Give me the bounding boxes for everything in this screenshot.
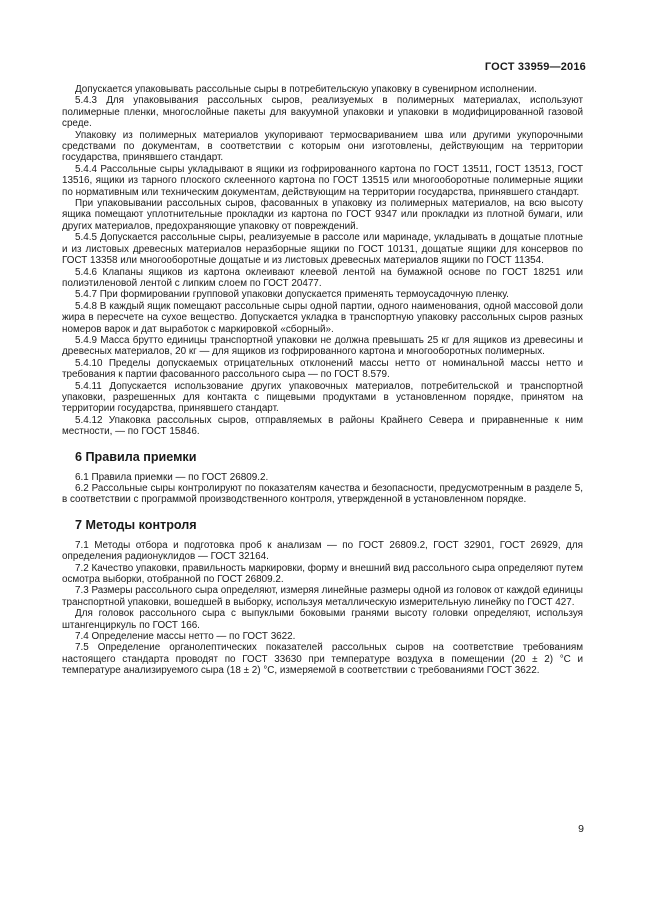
paragraph: 5.4.10 Пределы допускаемых отрицательных отклонений массы нетто от номинальной массы нетто и требования к партии фасованного рассольного сыра — по ГОСТ 8.579. bbox=[62, 357, 583, 381]
section-heading-6: 6 Правила приемки bbox=[75, 449, 197, 464]
paragraph: При упаковывании рассольных сыров, фасованных в упаковку из полимерных материалов, на всю высоту ящика помещают уплотнительные прокладки из картона по ГОСТ 9347 или прокладки из плотной бумаги, или других материалов, предохраняющие упаковку от повреждений. bbox=[62, 198, 583, 232]
section-heading-7: 7 Методы контроля bbox=[75, 517, 197, 532]
paragraph: 5.4.8 В каждый ящик помещают рассольные сыры одной партии, одного наименования, одной массовой доли жира в пересчете на сухое вещество. Допускается укладка в транспортную упаковку рассольных сыров разных номеров варок и дат выработок с маркировкой «сборный». bbox=[62, 300, 583, 335]
paragraph: 5.4.6 Клапаны ящиков из картона оклеивают клеевой лентой на бумажной основе по ГОСТ 18251 или полиэтиленовой лентой с липким слоем по ГОСТ 20477. bbox=[62, 266, 583, 289]
paragraph: 5.4.12 Упаковка рассольных сыров, отправляемых в районы Крайнего Севера и приравненные к ним местности, — по ГОСТ 15846. bbox=[62, 414, 583, 438]
paragraph: Упаковку из полимерных материалов укупоривают термосвариванием шва или другими укупорочными средствами по документам, в соответствии с которым они изготовлены, действующим на территории государства, принявшего стандарт. bbox=[62, 129, 583, 164]
paragraph: Для головок рассольного сыра с выпуклыми боковыми гранями высоту головки определяют, используя штангенциркуль по ГОСТ 166. bbox=[62, 608, 583, 631]
paragraph: 5.4.9 Масса брутто единицы транспортной упаковки не должна превышать 25 кг для ящиков из древесины и древесных материалов, 20 кг — для ящиков из гофрированного картона и многооборотных полимерных. bbox=[62, 334, 583, 358]
paragraph: 5.4.3 Для упаковывания рассольных сыров, реализуемых в полимерных материалах, используют полимерные пленки, многослойные пакеты для вакуумной упаковки и упаковки в модифицированной газовой среде. bbox=[62, 95, 583, 130]
paragraph: 6.2 Рассольные сыры контролируют по показателям качества и безопасности, предусмотренным в разделе 5, в соответствии с программой производственного контроля, утвержденной в установленном порядке. bbox=[62, 483, 583, 506]
paragraph: 7.2 Качество упаковки, правильность маркировки, форму и внешний вид рассольного сыра определяют путем осмотра выборки, отобранной по ГОСТ 26809.2. bbox=[62, 562, 583, 586]
paragraph: 5.4.11 Допускается использование других упаковочных материалов, потребительской и транспортной упаковки, разрешенных для контакта с пищевыми продуктами в установленном порядке, принятом на территории государства, принявшего стандарт. bbox=[62, 380, 583, 415]
paragraph: 5.4.4 Рассольные сыры укладывают в ящики из гофрированного картона по ГОСТ 13511, ГОСТ 13513, ГОСТ 13516, ящики из тарного плоского склеенного картона по ГОСТ 13515 или многооборотные полимерные ящики по нормативным или техническим документам, действующим на территории государства, принявшего стандарт. bbox=[62, 163, 583, 198]
paragraph: 7.1 Методы отбора и подготовка проб к анализам — по ГОСТ 26809.2, ГОСТ 32901, ГОСТ 26929, для определения радионуклидов — ГОСТ 32164. bbox=[62, 539, 583, 563]
paragraph: 7.3 Размеры рассольного сыра определяют, измеряя линейные размеры одной из головок от каждой единицы транспортной упаковки, вошедшей в выборку, используя металлическую измерительную линейку по ГОСТ 427. bbox=[62, 585, 583, 608]
paragraph: 7.4 Определение массы нетто — по ГОСТ 3622. bbox=[75, 631, 296, 643]
paragraph: 7.5 Определение органолептических показателей рассольных сыров на соответствие требованиям настоящего стандарта проводят по ГОСТ 33630 при температуре воздуха в помещении (20 ± 2) °С и температуре анализируемого сыра (18 ± 2) °С, измеряемой в соответствии с требованиями ГОСТ 3622. bbox=[62, 642, 583, 677]
paragraph: 5.4.7 При формировании групповой упаковки допускается применять термоусадочную пленку. bbox=[75, 289, 509, 301]
paragraph: 5.4.5 Допускается рассольные сыры, реализуемые в рассоле или маринаде, укладывать в дощатые плотные и из листовых древесных материалов неразборные ящики по ГОСТ 10131, дощатые ящики для консервов по ГОСТ 13358 или многооборотные дощатые и из листовых древесных материалов ящики по ГОСТ 11354. bbox=[62, 232, 583, 267]
paragraph: 6.1 Правила приемки — по ГОСТ 26809.2. bbox=[75, 471, 269, 483]
document-code: ГОСТ 33959—2016 bbox=[484, 61, 586, 73]
paragraph: Допускается упаковывать рассольные сыры в потребительскую упаковку в сувенирном исполнении. bbox=[75, 84, 537, 95]
page-number: 9 bbox=[578, 823, 584, 835]
page-body bbox=[62, 84, 583, 677]
